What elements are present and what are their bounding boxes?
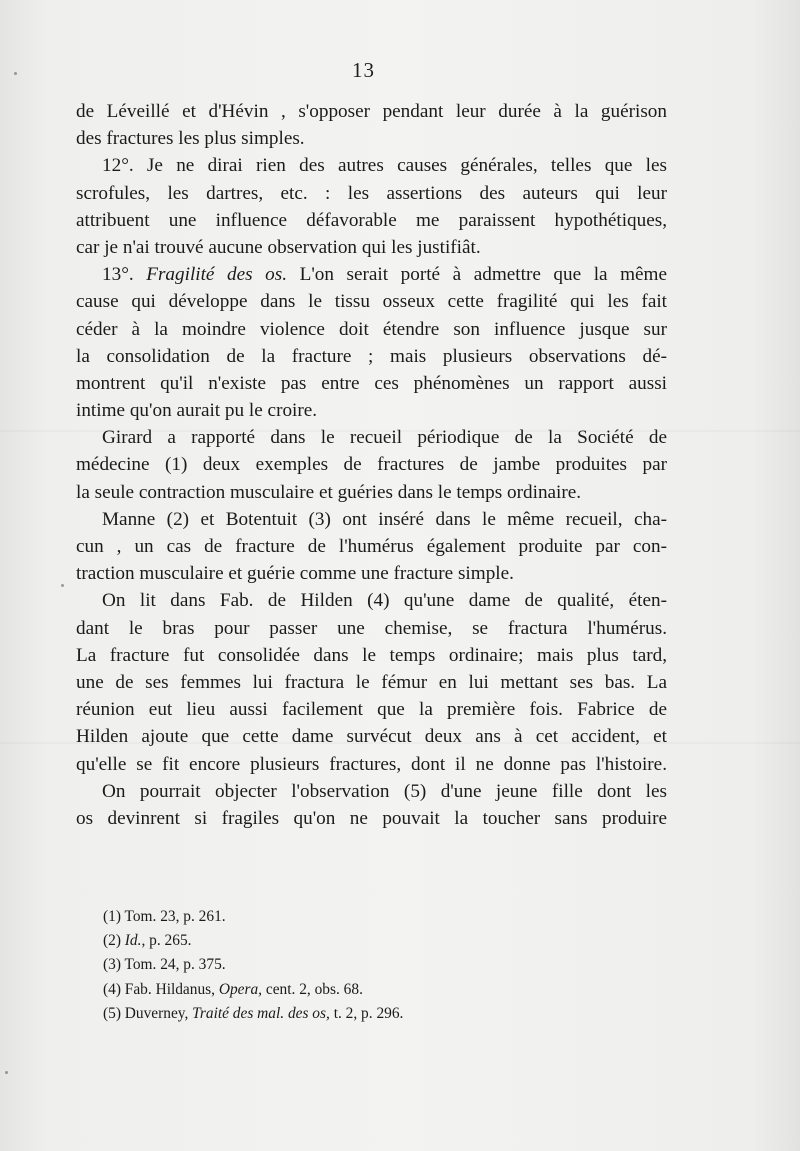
- footnote-text: (3) Tom. 24, p. 375.: [103, 956, 226, 974]
- text-line: qu'elle se fit encore plusieurs fractures, dont il ne donne pas l'histoire.: [76, 753, 667, 775]
- text-line: On lit dans Fab. de Hilden (4) qu'une dame de qualité, éten-: [102, 590, 667, 612]
- footnote-title-italic: Opera,: [218, 980, 263, 998]
- text-line: dant le bras pour passer une chemise, se fractura l'humérus.: [76, 617, 667, 639]
- footnote-title-italic: Traité des mal. des os,: [192, 1004, 330, 1022]
- text-line: La fracture fut consolidée dans le temps ordinaire; mais plus tard,: [76, 644, 667, 666]
- footnote-text: (5) Duverney,: [103, 1004, 193, 1022]
- body-text: [76, 98, 667, 832]
- section-heading-italic: Fragilité des os.: [146, 264, 288, 286]
- text-line: une de ses femmes lui fractura le fémur en lui mettant ses bas. La: [76, 671, 667, 693]
- footnote: [103, 978, 523, 1002]
- footnote-text: (1) Tom. 23, p. 261.: [103, 908, 226, 925]
- text-line: médecine (1) deux exemples de fractures de jambe produites par: [76, 454, 667, 476]
- footnotes: [103, 905, 523, 1026]
- text-line: cun , un cas de fracture de l'humérus également produite par con-: [76, 536, 667, 557]
- footnote: [103, 929, 523, 953]
- footnote: [103, 953, 523, 977]
- footnote-text: cent. 2, obs. 68.: [262, 980, 363, 998]
- page-number: 13: [352, 58, 375, 82]
- footnote: [103, 1002, 523, 1026]
- text-line: On pourrait objecter l'observation (5) d'une jeune fille dont les: [102, 780, 667, 802]
- text-line: scrofules, les dartres, etc. : les assertions des auteurs qui leur: [76, 182, 667, 204]
- text-run: L'on serait porté à admettre que la même: [287, 264, 667, 286]
- text-line: la consolidation de la fracture ; mais plusieurs observations dé-: [76, 345, 667, 367]
- text-line: [76, 261, 667, 288]
- footnote-text: (4) Fab. Hildanus,: [103, 980, 219, 998]
- text-line: montrent qu'il n'existe pas entre ces phénomènes un rapport aussi: [76, 372, 667, 394]
- text-run: 13°.: [102, 264, 147, 286]
- text-line: de Léveillé et d'Hévin , s'opposer pendant leur durée à la guérison: [76, 101, 667, 122]
- footnote-title-italic: Id.: [124, 932, 142, 950]
- footnote-text: , p. 265.: [141, 932, 192, 950]
- text-line: des fractures les plus simples.: [76, 128, 305, 150]
- text-line: cause qui développe dans le tissu osseux cette fragilité qui les fait: [76, 291, 667, 313]
- text-line: Manne (2) et Botentuit (3) ont inséré dans le même recueil, cha-: [102, 508, 667, 530]
- text-line: intime qu'on aurait pu le croire.: [76, 400, 318, 422]
- footnote: [103, 905, 523, 929]
- paper-speck: [14, 72, 17, 75]
- footnote-text: t. 2, p. 296.: [329, 1004, 404, 1022]
- footnote-text: (2): [103, 932, 125, 950]
- text-line: os devinrent si fragiles qu'on ne pouvait la toucher sans produire: [76, 807, 667, 829]
- text-line: car je n'ai trouvé aucune observation qui les justifiât.: [76, 236, 481, 258]
- text-line: 12°. Je ne dirai rien des autres causes générales, telles que les: [102, 155, 667, 177]
- text-line: Girard a rapporté dans le recueil périodique de la Société de: [102, 427, 667, 449]
- text-line: Hilden ajoute que cette dame survécut deux ans à cet accident, et: [76, 726, 667, 748]
- paper-speck: [61, 584, 64, 587]
- text-line: la seule contraction musculaire et guéries dans le temps ordinaire.: [76, 481, 582, 503]
- text-line: traction musculaire et guérie comme une fracture simple.: [76, 563, 514, 585]
- text-line: réunion eut lieu aussi facilement que la première fois. Fabrice de: [76, 699, 667, 721]
- text-line: céder à la moindre violence doit étendre son influence jusque sur: [76, 318, 667, 340]
- paper-speck: [5, 1071, 8, 1074]
- text-line: attribuent une influence défavorable me paraissent hypothétiques,: [76, 209, 667, 231]
